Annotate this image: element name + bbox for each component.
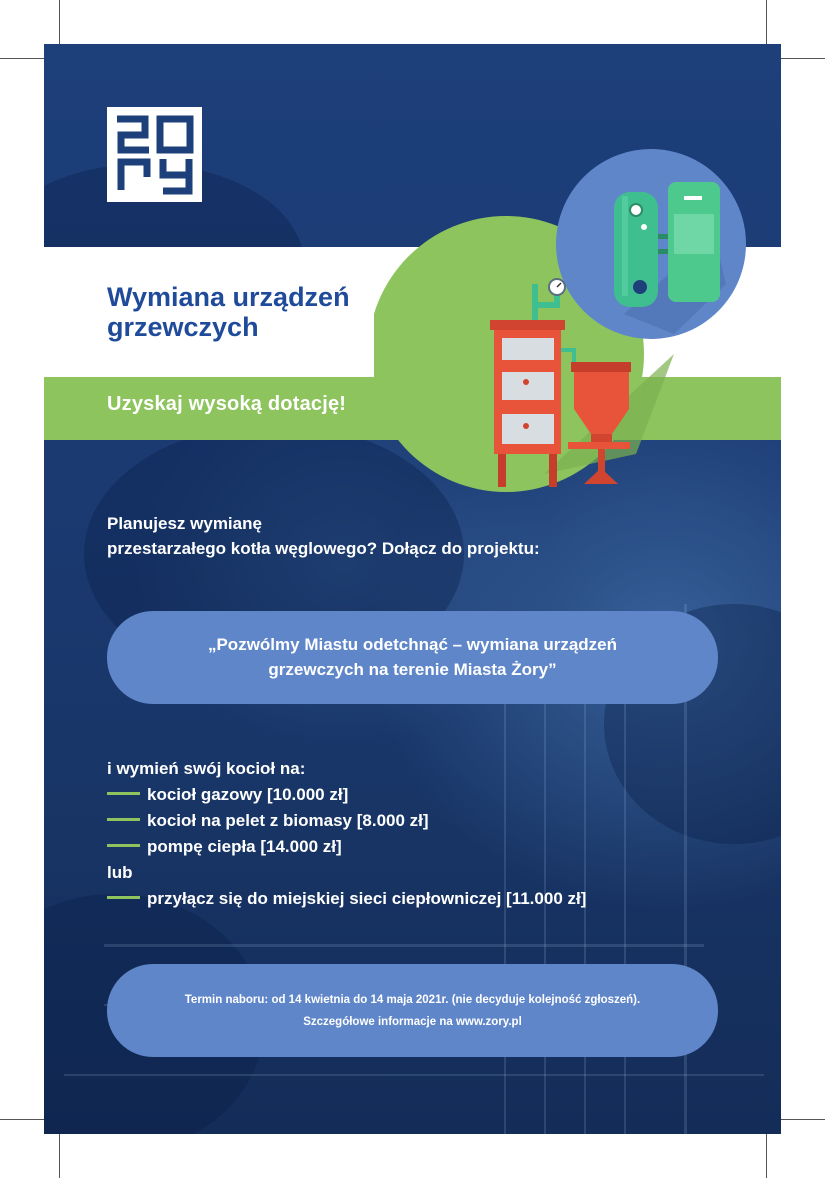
subtitle: Uzyskaj wysoką dotację!: [107, 393, 347, 415]
crop-mark: [59, 0, 60, 44]
title-line-1: Wymiana urządzeń: [107, 282, 350, 312]
intro-line-1: Planujesz wymianę: [107, 514, 262, 533]
offer-heading: i wymień swój kocioł na:: [107, 759, 306, 778]
crop-mark: [781, 58, 825, 59]
footer-info-box: [107, 964, 718, 1057]
background-house-line: [64, 1074, 764, 1076]
list-item: [107, 808, 586, 834]
list-item-label: kocioł na pelet z biomasy [8.000 zł]: [147, 811, 429, 830]
background-house-line: [624, 684, 626, 1134]
page-title: [107, 282, 407, 342]
bullet-dash: [107, 792, 140, 795]
crop-mark: [0, 58, 44, 59]
crop-mark: [766, 0, 767, 44]
list-item-label: pompę ciepła [14.000 zł]: [147, 837, 342, 856]
or-label: lub: [107, 863, 133, 882]
project-line-1: „Pozwólmy Miastu odetchnąć – wymiana urządzeń: [207, 635, 618, 654]
bullet-dash: [107, 844, 140, 847]
intro-text: [107, 511, 540, 561]
crop-mark: [0, 1119, 44, 1120]
list-item-label: kocioł gazowy [10.000 zł]: [147, 785, 349, 804]
list-item: [107, 834, 586, 860]
offer-list: [107, 756, 586, 912]
bullet-dash: [107, 896, 140, 899]
bullet-dash: [107, 818, 140, 821]
background-house-line: [104, 944, 704, 947]
pressure-gauge-icon: [549, 279, 565, 295]
project-line-2: grzewczych na terenie Miasta Żory”: [268, 660, 557, 679]
footer-line-2: Szczegółowe informacje na www.zory.pl: [303, 1016, 522, 1028]
intro-line-2: przestarzałego kotła węglowego? Dołącz do projektu:: [107, 539, 540, 558]
crop-mark: [766, 1134, 767, 1178]
poster: [44, 44, 781, 1134]
crop-mark: [781, 1119, 825, 1120]
list-item: [107, 782, 586, 808]
list-item: [107, 886, 586, 912]
heating-illustration: [374, 124, 764, 514]
zory-logo: [107, 107, 202, 202]
footer-line-1: Termin naboru: od 14 kwietnia do 14 maja 2021r. (nie decyduje kolejność zgłoszeń).: [184, 994, 641, 1006]
title-line-2: grzewczych: [107, 312, 259, 342]
list-item-label: przyłącz się do miejskiej sieci ciepłowniczej [11.000 zł]: [147, 889, 587, 908]
crop-mark: [59, 1134, 60, 1178]
project-name-box: [107, 611, 718, 704]
